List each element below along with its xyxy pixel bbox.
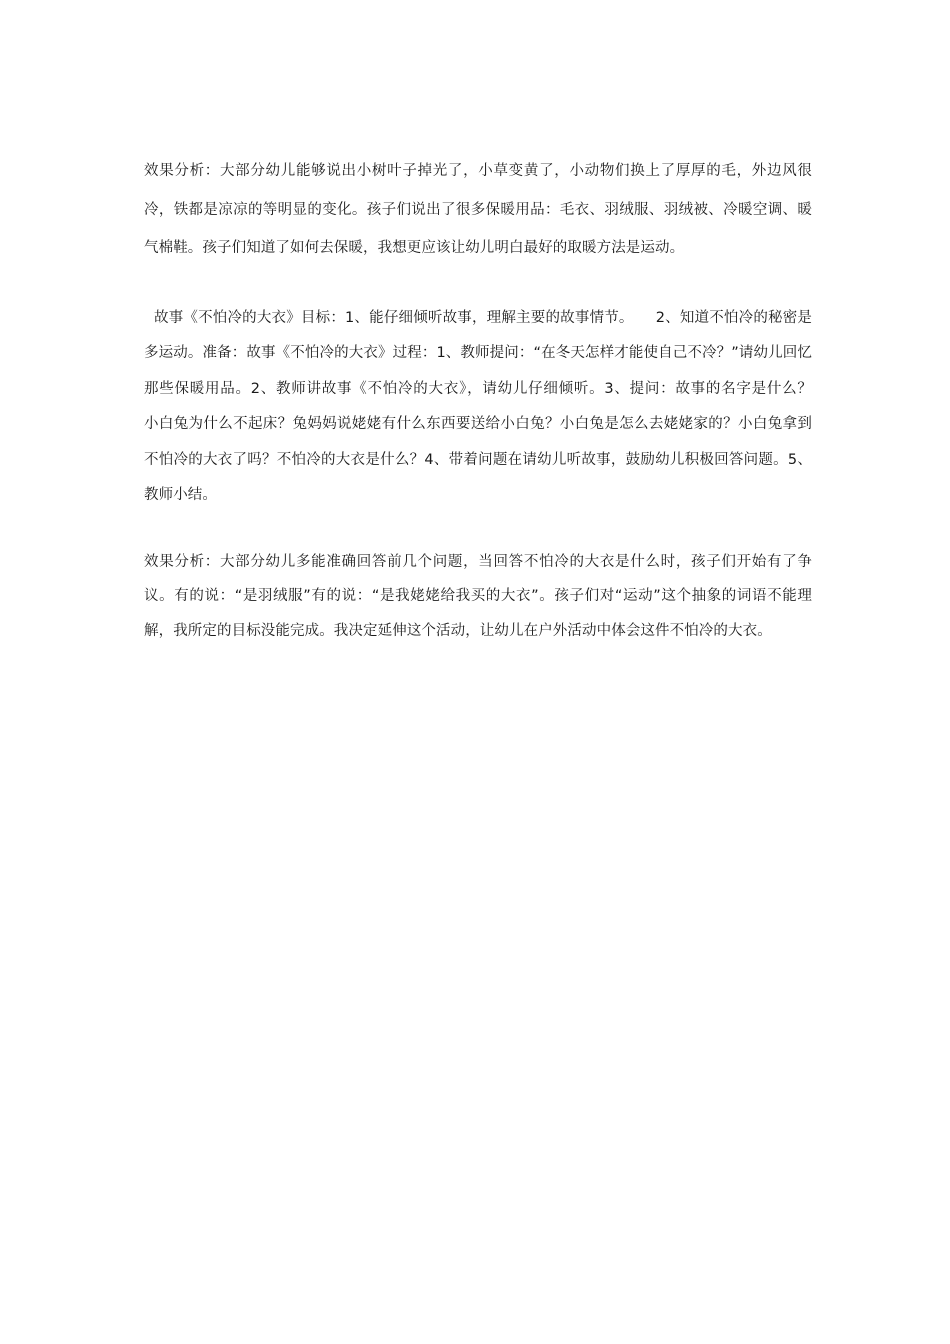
document-body bbox=[144, 152, 842, 648]
paragraph-story-lesson: 故事《不怕冷的大衣》目标：1、能仔细倾听故事，理解主要的故事情节。 2、知道不怕冷的秘密是多运动。准备：故事《不怕冷的大衣》过程：1、教师提问：“在冬天怎样才能使自己不冷？”请幼儿回忆那些保暖用品。2、教师讲故事《不怕冷的大衣》，请幼儿仔细倾听。3、提问：故事的名字是什么？ 小白兔为什么不起床？兔妈妈说姥姥有什么东西要送给小白兔？小白兔是怎么去姥姥家的？小白兔拿到不怕冷的大衣了吗？不怕冷的大衣是什么？4、带着问题在请幼儿听故事，鼓励幼儿积极回答问题。5、 教师小结。 bbox=[144, 309, 842, 503]
paragraph-effect-analysis-1: 效果分析：大部分幼儿能够说出小树叶子掉光了，小草变黄了，小动物们换上了厚厚的毛，外边风很冷，铁都是凉凉的等明显的变化。孩子们说出了很多保暖用品：毛衣、羽绒服、羽绒被、冷暖空调、暖气棉鞋。孩子们知道了如何去保暖，我想更应该让幼儿明白最好的取暖方法是运动。 bbox=[144, 163, 812, 256]
paragraph-effect-analysis-2: 效果分析：大部分幼儿多能准确回答前几个问题，当回答不怕冷的大衣是什么时，孩子们开始有了争议。有的说：“是羽绒服”有的说：“是我姥姥给我买的大衣”。孩子们对“运动”这个抽象的词语不能理解，我所定的目标没能完成。我决定延伸这个活动，让幼儿在户外活动中体会这件不怕冷的大衣。 bbox=[144, 553, 812, 639]
